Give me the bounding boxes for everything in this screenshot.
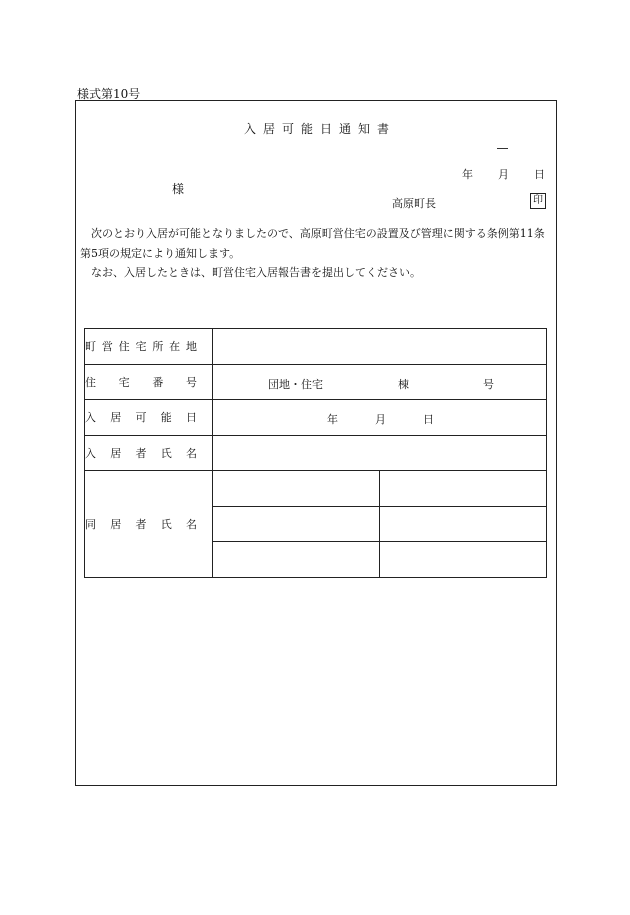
table-row bbox=[85, 329, 547, 365]
table-row bbox=[85, 400, 547, 436]
danchi-label: 団地・住宅 bbox=[268, 377, 323, 391]
cohabitant-name-field[interactable] bbox=[213, 542, 380, 578]
addressee-suffix: 様 bbox=[172, 182, 185, 196]
seal-mark: 印 bbox=[530, 193, 546, 209]
date-day: 日 bbox=[534, 168, 545, 181]
move-in-date-field[interactable] bbox=[213, 400, 547, 436]
house-number-label: 住 宅 番 号 bbox=[85, 364, 213, 400]
body-paragraph-1: 次のとおり入居が可能となりましたので、高原町営住宅の設置及び管理に関する条例第11条第5項の規定により通知します。 bbox=[80, 227, 545, 260]
move-in-date-label: 入 居 可 能 日 bbox=[85, 400, 213, 436]
date-dash bbox=[497, 148, 508, 149]
date-year: 年 bbox=[462, 168, 473, 181]
table-row bbox=[85, 435, 547, 471]
cohabitant-name-field[interactable] bbox=[380, 506, 547, 542]
location-label: 町 営 住 宅 所 在 地 bbox=[85, 329, 213, 365]
resident-name-field[interactable] bbox=[213, 435, 547, 471]
move-month-label: 月 bbox=[375, 413, 386, 426]
move-year-label: 年 bbox=[327, 413, 338, 426]
resident-name-label: 入 居 者 氏 名 bbox=[85, 435, 213, 471]
body-paragraph-2: なお、入居したときは、町営住宅入居報告書を提出してください。 bbox=[80, 266, 421, 279]
form-number: 様式第10号 bbox=[77, 87, 141, 101]
location-value-field[interactable] bbox=[213, 329, 547, 365]
document-title: 入居可能日通知書 bbox=[244, 122, 397, 136]
move-day-label: 日 bbox=[423, 413, 434, 426]
table-row bbox=[85, 364, 547, 400]
cohabitant-name-field[interactable] bbox=[380, 542, 547, 578]
issuer-name: 高原町長 bbox=[392, 197, 436, 210]
house-number-field[interactable] bbox=[213, 364, 547, 400]
cohabitant-name-field[interactable] bbox=[380, 471, 547, 507]
cohabitant-name-label: 同 居 者 氏 名 bbox=[85, 471, 213, 578]
mune-label: 棟 bbox=[398, 377, 409, 391]
table-row bbox=[85, 471, 547, 507]
date-month: 月 bbox=[498, 168, 509, 181]
cohabitant-name-field[interactable] bbox=[213, 471, 380, 507]
info-table bbox=[84, 328, 547, 578]
cohabitant-name-field[interactable] bbox=[213, 506, 380, 542]
go-label: 号 bbox=[483, 377, 494, 391]
